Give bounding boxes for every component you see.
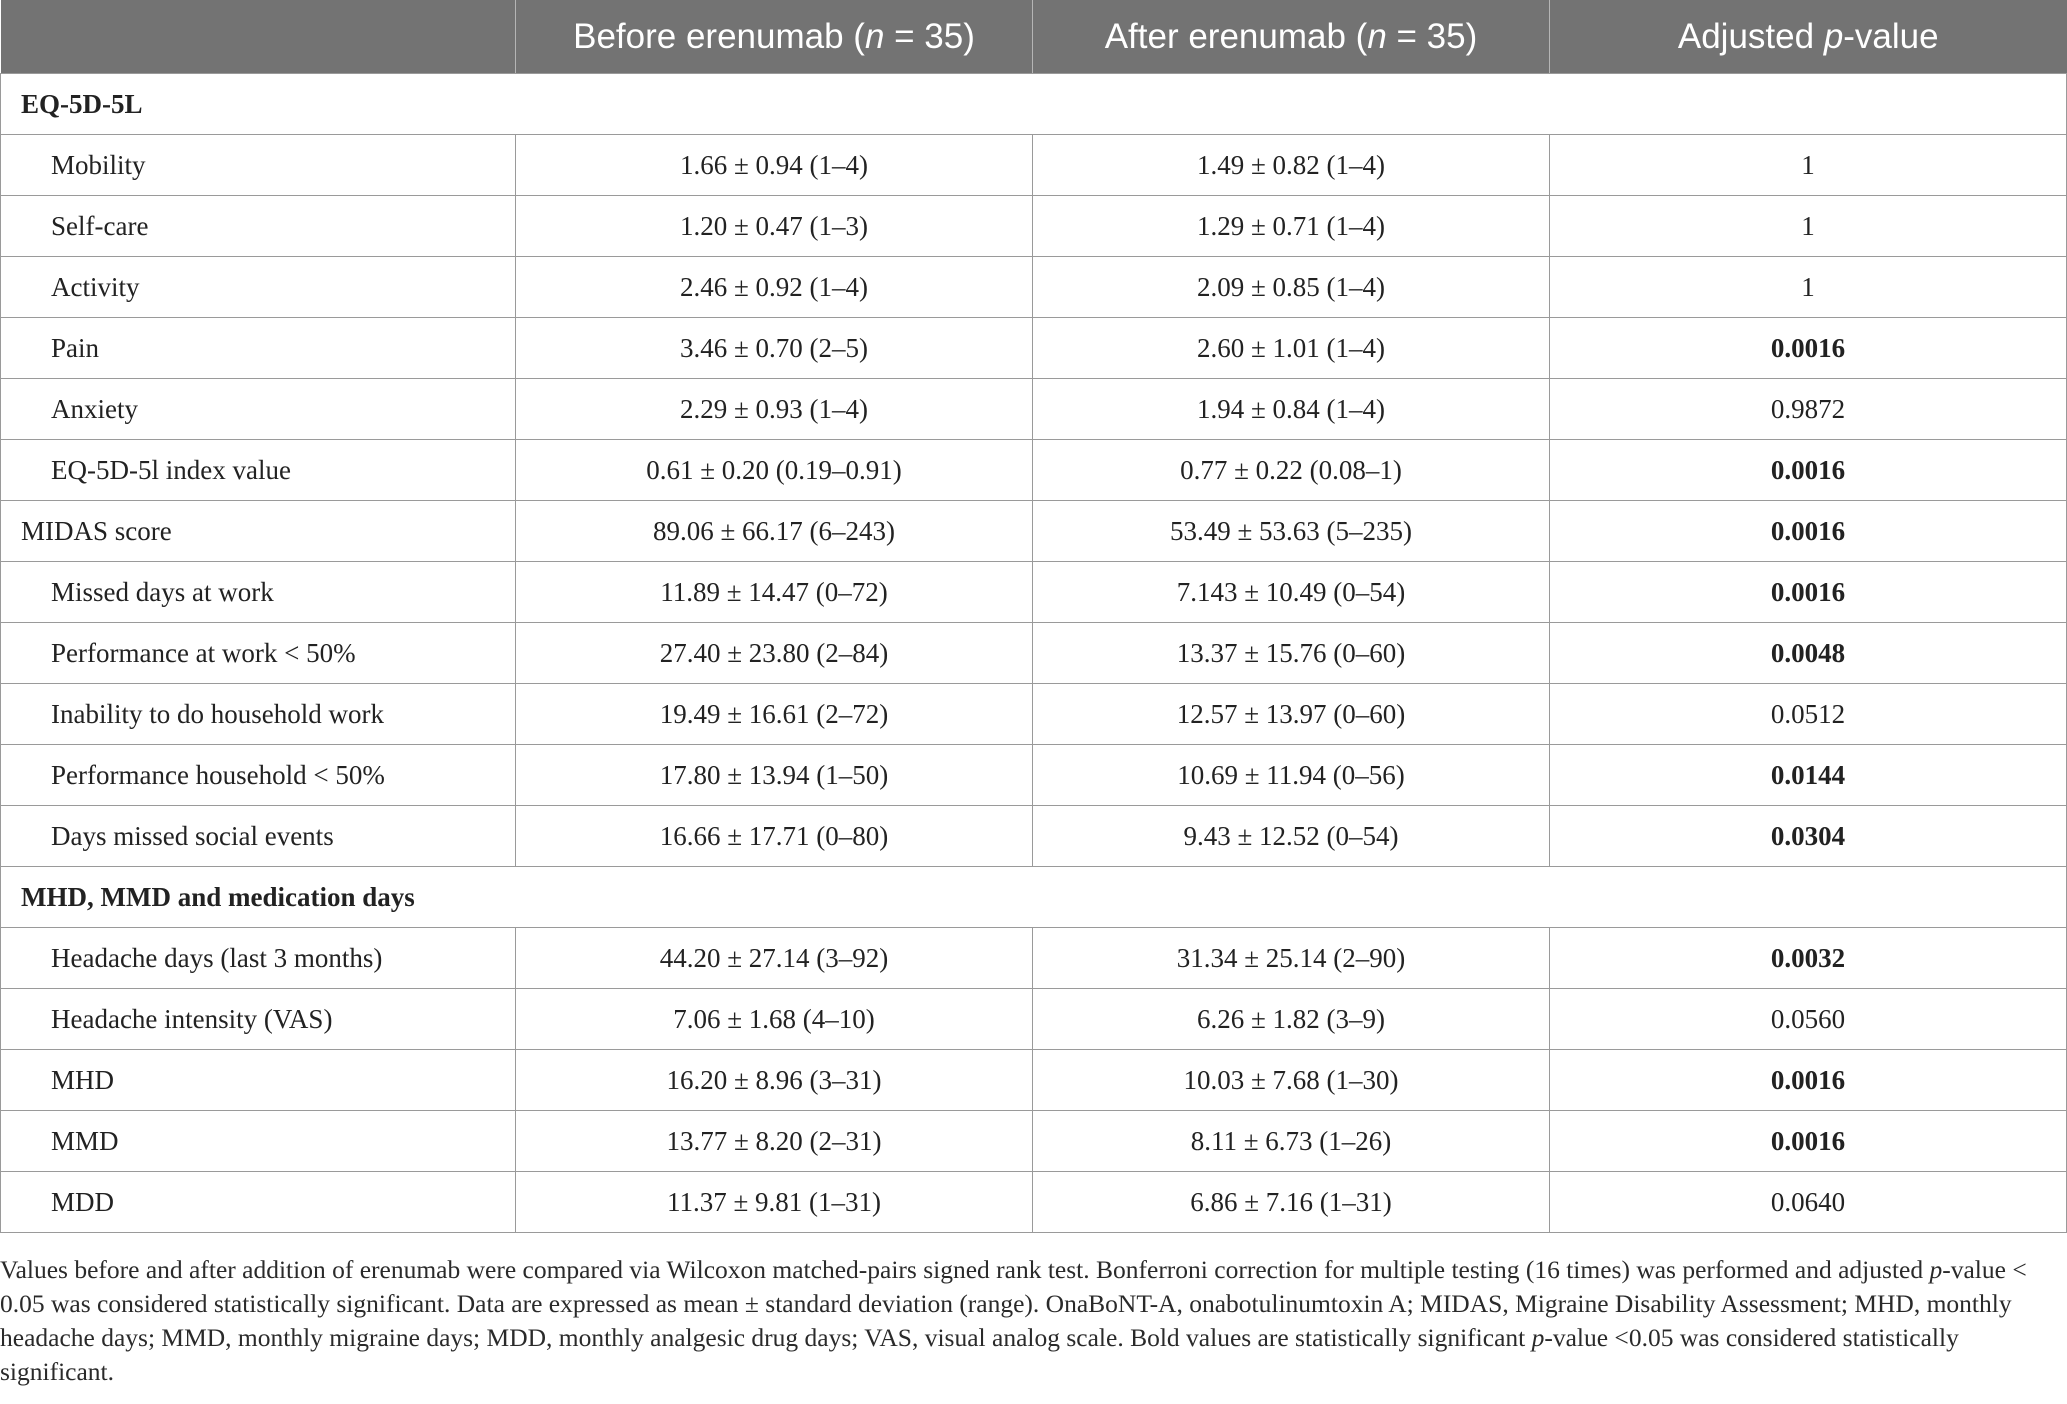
header-pvalue	[1550, 0, 2067, 74]
header-before-text-end: = 35)	[884, 16, 975, 56]
value-before: 44.20 ± 27.14 (3–92)	[516, 928, 1033, 989]
adjusted-p-value: 0.0016	[1550, 1050, 2067, 1111]
value-before: 11.37 ± 9.81 (1–31)	[516, 1172, 1033, 1233]
section-title: MHD, MMD and medication days	[1, 867, 2067, 928]
header-after-text-end: = 35)	[1386, 16, 1478, 56]
row-label: MHD	[1, 1050, 516, 1111]
value-before: 89.06 ± 66.17 (6–243)	[516, 501, 1033, 562]
table-row	[1, 684, 2067, 745]
row-label: Pain	[1, 318, 516, 379]
adjusted-p-value: 0.0016	[1550, 562, 2067, 623]
value-before: 16.20 ± 8.96 (3–31)	[516, 1050, 1033, 1111]
table-footnote	[0, 1253, 2050, 1389]
adjusted-p-value: 1	[1550, 196, 2067, 257]
header-pvalue-italic: p	[1823, 16, 1844, 56]
row-label: Performance at work < 50%	[1, 623, 516, 684]
value-after: 12.57 ± 13.97 (0–60)	[1033, 684, 1550, 745]
row-label: Activity	[1, 257, 516, 318]
value-after: 13.37 ± 15.76 (0–60)	[1033, 623, 1550, 684]
table-header-row	[1, 0, 2067, 74]
table-row	[1, 257, 2067, 318]
table-row	[1, 623, 2067, 684]
header-label-column	[1, 0, 516, 74]
adjusted-p-value: 0.0144	[1550, 745, 2067, 806]
table-row	[1, 379, 2067, 440]
table-body	[1, 74, 2067, 1233]
row-label: Performance household < 50%	[1, 745, 516, 806]
value-before: 2.46 ± 0.92 (1–4)	[516, 257, 1033, 318]
value-after: 1.49 ± 0.82 (1–4)	[1033, 135, 1550, 196]
value-before: 1.20 ± 0.47 (1–3)	[516, 196, 1033, 257]
adjusted-p-value: 0.0640	[1550, 1172, 2067, 1233]
header-after-italic: n	[1367, 16, 1387, 56]
row-label: MIDAS score	[1, 501, 516, 562]
footnote-text-1: Values before and after addition of erenumab were compared via Wilcoxon matched-pairs signed rank test. Bonferroni correction for multiple testing (16 times) was performed and adjusted	[0, 1255, 1930, 1284]
table-row	[1, 1111, 2067, 1172]
adjusted-p-value: 0.0016	[1550, 1111, 2067, 1172]
header-before-italic: n	[864, 16, 885, 56]
value-before: 3.46 ± 0.70 (2–5)	[516, 318, 1033, 379]
row-label: Mobility	[1, 135, 516, 196]
adjusted-p-value: 0.0512	[1550, 684, 2067, 745]
row-label: Headache intensity (VAS)	[1, 989, 516, 1050]
table-row	[1, 196, 2067, 257]
footnote-text-2: -value < 0.05 was considered statistically significant. Data are expressed as mean ± standard deviation (range). OnaBoNT-A, onabotulinumtoxin A; MIDAS, Migraine Disability Assessment; MHD, monthly headache days; MMD, monthly migraine days; MDD, monthly analgesic drug days; VAS, visual analog scale. Bold values are statistically significant	[0, 1255, 2027, 1352]
value-before: 13.77 ± 8.20 (2–31)	[516, 1111, 1033, 1172]
table-row	[1, 928, 2067, 989]
value-after: 7.143 ± 10.49 (0–54)	[1033, 562, 1550, 623]
table-row	[1, 501, 2067, 562]
footnote-text-3: -value <0.05 was considered statistically significant.	[0, 1323, 1959, 1386]
header-pvalue-text-end: -value	[1843, 16, 1939, 56]
table-row	[1, 1172, 2067, 1233]
value-after: 31.34 ± 25.14 (2–90)	[1033, 928, 1550, 989]
value-after: 9.43 ± 12.52 (0–54)	[1033, 806, 1550, 867]
adjusted-p-value: 0.0016	[1550, 440, 2067, 501]
value-before: 2.29 ± 0.93 (1–4)	[516, 379, 1033, 440]
table-row	[1, 745, 2067, 806]
value-after: 2.60 ± 1.01 (1–4)	[1033, 318, 1550, 379]
value-after: 10.03 ± 7.68 (1–30)	[1033, 1050, 1550, 1111]
header-before	[516, 0, 1033, 74]
value-after: 6.26 ± 1.82 (3–9)	[1033, 989, 1550, 1050]
row-label: Headache days (last 3 months)	[1, 928, 516, 989]
table-row	[1, 806, 2067, 867]
row-label: EQ-5D-5l index value	[1, 440, 516, 501]
value-after: 53.49 ± 53.63 (5–235)	[1033, 501, 1550, 562]
value-before: 17.80 ± 13.94 (1–50)	[516, 745, 1033, 806]
adjusted-p-value: 0.0304	[1550, 806, 2067, 867]
value-after: 1.94 ± 0.84 (1–4)	[1033, 379, 1550, 440]
header-after	[1033, 0, 1550, 74]
adjusted-p-value: 1	[1550, 257, 2067, 318]
value-before: 11.89 ± 14.47 (0–72)	[516, 562, 1033, 623]
table-row	[1, 1050, 2067, 1111]
value-before: 19.49 ± 16.61 (2–72)	[516, 684, 1033, 745]
value-before: 16.66 ± 17.71 (0–80)	[516, 806, 1033, 867]
value-after: 10.69 ± 11.94 (0–56)	[1033, 745, 1550, 806]
row-label: Missed days at work	[1, 562, 516, 623]
adjusted-p-value: 0.0016	[1550, 318, 2067, 379]
value-after: 1.29 ± 0.71 (1–4)	[1033, 196, 1550, 257]
row-label: Self-care	[1, 196, 516, 257]
table-row	[1, 318, 2067, 379]
section-header-row	[1, 867, 2067, 928]
section-header-row	[1, 74, 2067, 135]
adjusted-p-value: 0.0016	[1550, 501, 2067, 562]
footnote-p-italic-2: p	[1531, 1323, 1545, 1352]
row-label: MDD	[1, 1172, 516, 1233]
header-before-text: Before erenumab (	[573, 16, 865, 56]
section-title: EQ-5D-5L	[1, 74, 2067, 135]
header-pvalue-text: Adjusted	[1677, 16, 1824, 56]
value-after: 2.09 ± 0.85 (1–4)	[1033, 257, 1550, 318]
value-after: 6.86 ± 7.16 (1–31)	[1033, 1172, 1550, 1233]
footnote-p-italic-1: p	[1929, 1255, 1943, 1284]
adjusted-p-value: 0.9872	[1550, 379, 2067, 440]
row-label: Days missed social events	[1, 806, 516, 867]
adjusted-p-value: 0.0048	[1550, 623, 2067, 684]
table-row	[1, 135, 2067, 196]
table-row	[1, 989, 2067, 1050]
value-before: 1.66 ± 0.94 (1–4)	[516, 135, 1033, 196]
value-before: 0.61 ± 0.20 (0.19–0.91)	[516, 440, 1033, 501]
adjusted-p-value: 0.0032	[1550, 928, 2067, 989]
row-label: Inability to do household work	[1, 684, 516, 745]
value-after: 0.77 ± 0.22 (0.08–1)	[1033, 440, 1550, 501]
adjusted-p-value: 1	[1550, 135, 2067, 196]
value-before: 7.06 ± 1.68 (4–10)	[516, 989, 1033, 1050]
value-after: 8.11 ± 6.73 (1–26)	[1033, 1111, 1550, 1172]
header-after-text: After erenumab (	[1104, 16, 1368, 56]
row-label: Anxiety	[1, 379, 516, 440]
adjusted-p-value: 0.0560	[1550, 989, 2067, 1050]
table-row	[1, 440, 2067, 501]
table-row	[1, 562, 2067, 623]
row-label: MMD	[1, 1111, 516, 1172]
value-before: 27.40 ± 23.80 (2–84)	[516, 623, 1033, 684]
